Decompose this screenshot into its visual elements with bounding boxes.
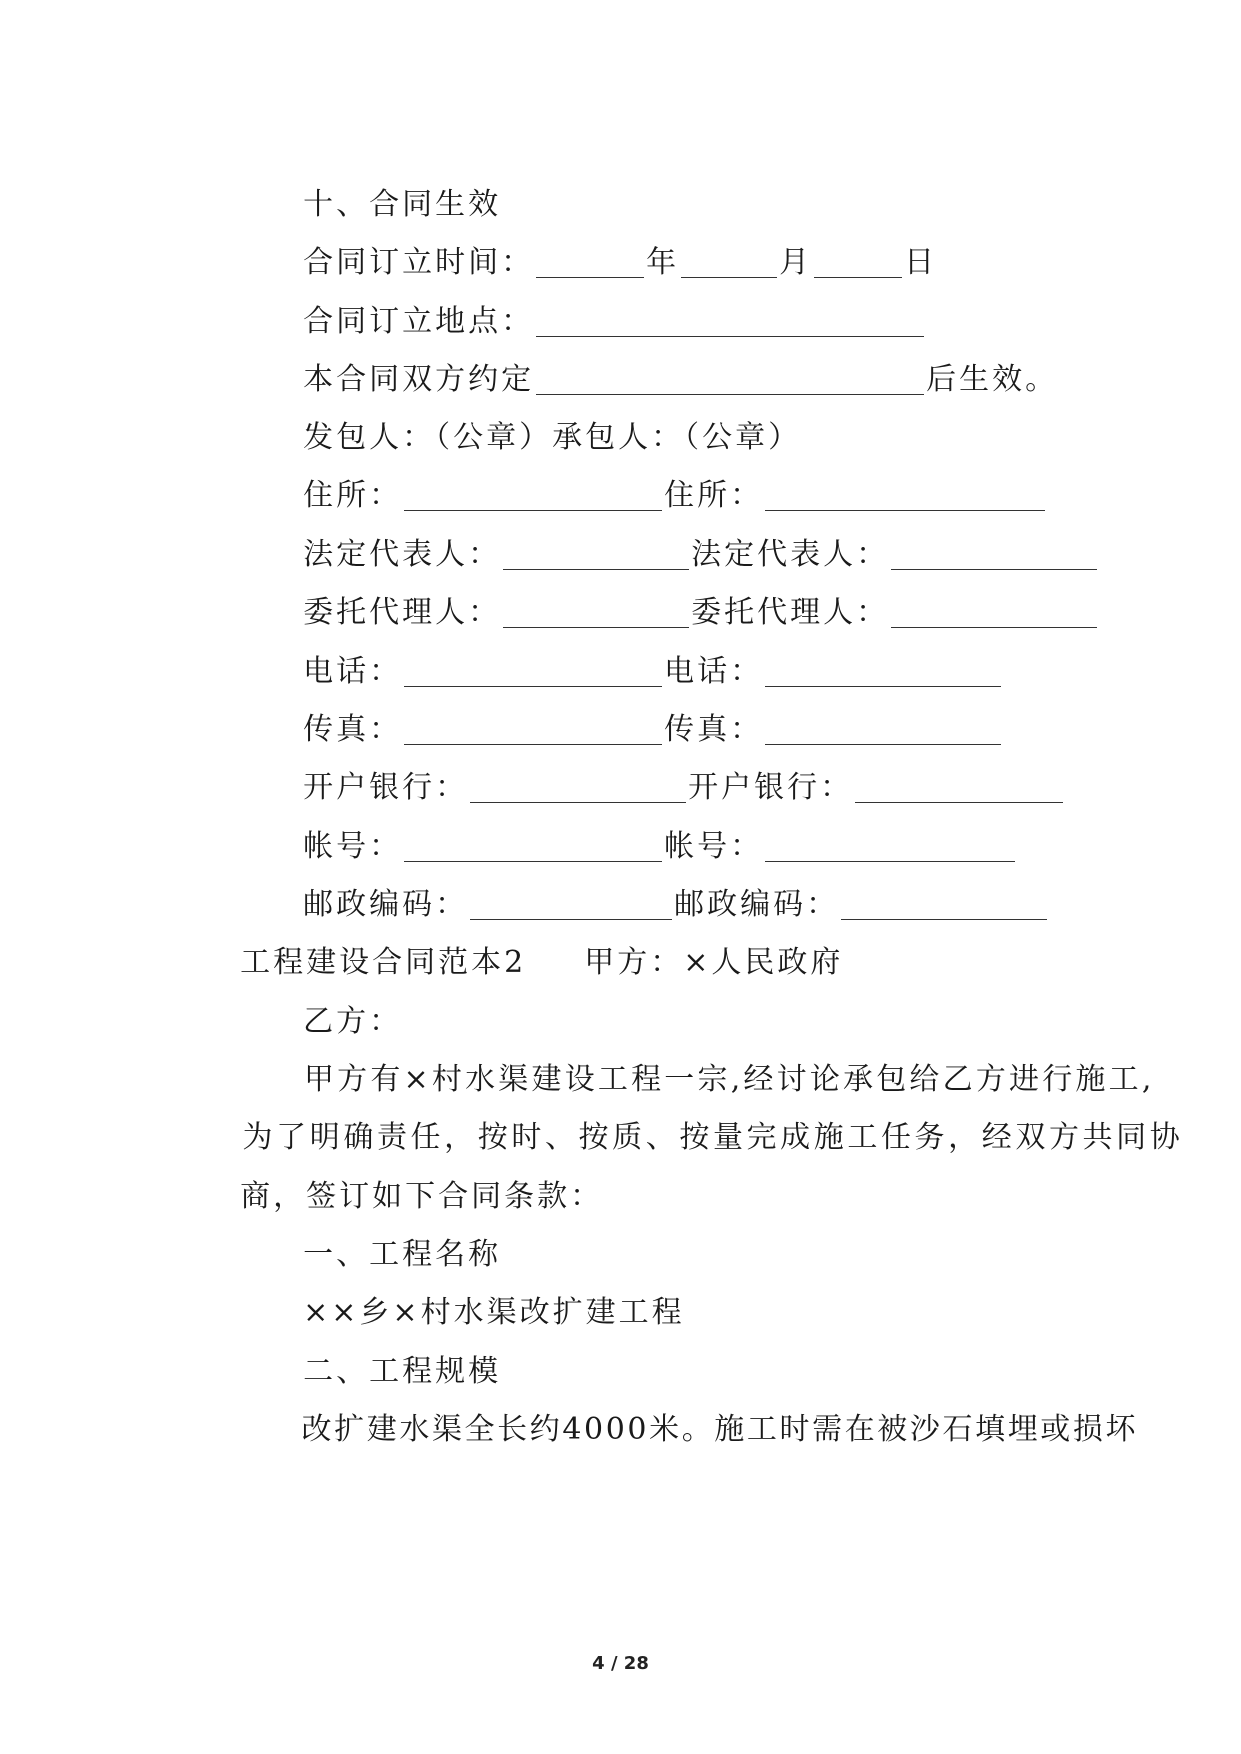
intro-text-3: 商，签订如下合同条款： xyxy=(240,1179,604,1214)
effective-prefix: 本合同双方约定 xyxy=(303,362,535,397)
address-label-b: 住所： xyxy=(664,478,764,513)
intro-text-2: 为了明确责任，按时、按质、按量完成施工任务，经双方共同协 xyxy=(242,1120,1184,1155)
item1-body-text: ××乡×村水渠改扩建工程 xyxy=(303,1295,685,1330)
agent-label-a: 委托代理人： xyxy=(303,595,502,630)
party-a: 甲方：×人民政府 xyxy=(584,945,844,980)
heading-text: 十、合同生效 xyxy=(303,187,502,222)
legal-rep-label-a: 法定代表人： xyxy=(303,537,502,572)
account-label-a: 帐号： xyxy=(303,829,403,864)
seals-text: 发包人：（公章）承包人：（公章） xyxy=(303,420,802,455)
intro-text-1: 甲方有×村水渠建设工程一宗,经讨论承包给乙方进行施工, xyxy=(303,1062,1155,1097)
effective-suffix: 后生效。 xyxy=(926,362,1059,397)
item2-body-text: 改扩建水渠全长约4000米。施工时需在被沙石填埋或损坏 xyxy=(301,1412,1139,1447)
postcode-label-b: 邮政编码： xyxy=(674,887,840,922)
item2-body xyxy=(253,1370,1138,1490)
year-label: 年 xyxy=(646,245,680,280)
item1-heading-text: 一、工程名称 xyxy=(303,1237,502,1272)
postcode-blank-b xyxy=(841,917,1047,920)
party-b: 乙方： xyxy=(303,1004,403,1039)
legal-rep-label-b: 法定代表人： xyxy=(691,537,890,572)
phone-label-a: 电话： xyxy=(303,654,403,689)
sign-place-label: 合同订立地点： xyxy=(303,304,535,339)
address-label-a: 住所： xyxy=(303,478,403,513)
bank-label-b: 开户银行： xyxy=(688,770,854,805)
phone-label-b: 电话： xyxy=(664,654,764,689)
month-label: 月 xyxy=(779,245,813,280)
account-label-b: 帐号： xyxy=(664,829,764,864)
page-number: 4 / 28 xyxy=(592,1653,649,1674)
postcode-label-a: 邮政编码： xyxy=(303,887,469,922)
contract-title: 工程建设合同范本2 xyxy=(240,945,527,980)
item2-heading-text: 二、工程规模 xyxy=(303,1354,502,1389)
fax-label-a: 传真： xyxy=(303,712,403,747)
day-label: 日 xyxy=(904,245,938,280)
bank-label-a: 开户银行： xyxy=(303,770,469,805)
sign-time-label: 合同订立时间： xyxy=(303,245,535,280)
fax-label-b: 传真： xyxy=(664,712,764,747)
agent-label-b: 委托代理人： xyxy=(691,595,890,630)
